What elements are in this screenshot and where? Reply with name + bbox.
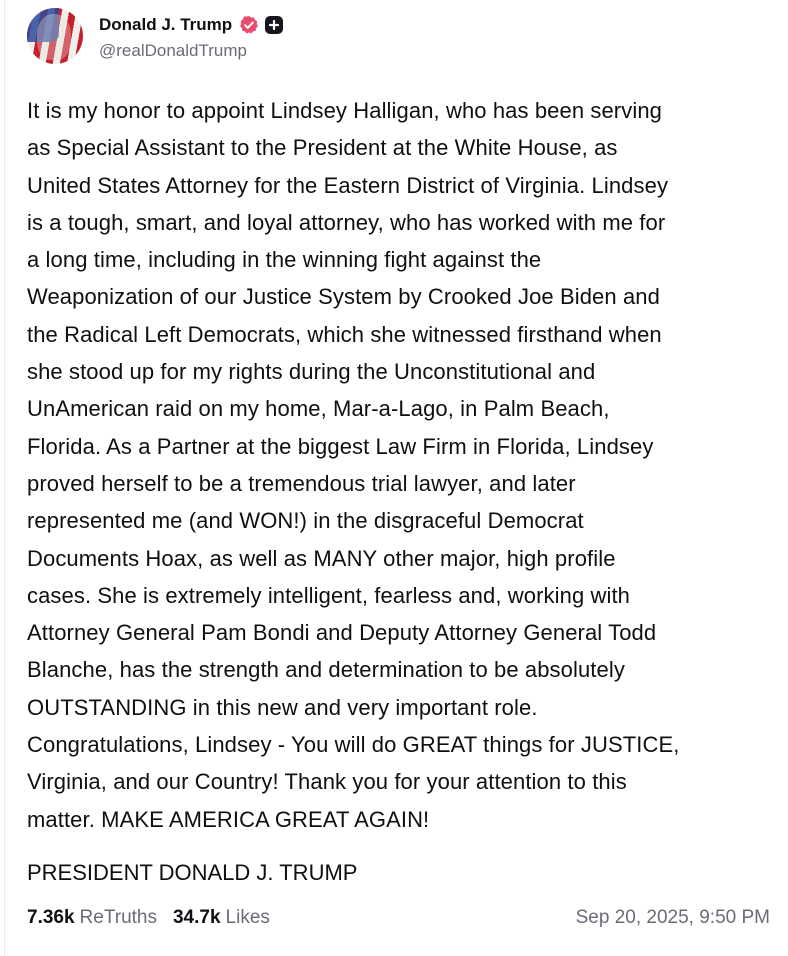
- likes-count[interactable]: 34.7k: [172, 907, 221, 928]
- retruths-label[interactable]: ReTruths: [79, 907, 157, 928]
- display-name[interactable]: Donald J. Trump: [99, 15, 233, 34]
- post-header: [27, 8, 283, 64]
- avatar-face: [37, 14, 71, 60]
- avatar[interactable]: [27, 8, 83, 64]
- post-text-line: represented me (and WON!) in the disgraceful Democrat: [27, 508, 584, 534]
- post-text-line: as Special Assistant to the President at the White House, as: [27, 135, 618, 161]
- post-text-line: OUTSTANDING in this new and very important role.: [27, 694, 538, 720]
- post-text-line: cases. She is extremely intelligent, fearless and, working with: [27, 582, 631, 608]
- post-text-line: she stood up for my rights during the Unconstitutional and: [27, 359, 596, 385]
- verified-badge-icon: [239, 15, 259, 35]
- post-text-line: is a tough, smart, and loyal attorney, who has worked with me for: [27, 209, 666, 235]
- post-text-line: Congratulations, Lindsey - You will do GREAT things for JUSTICE,: [27, 732, 680, 758]
- post-text-line: Virginia, and our Country! Thank you for your attention to this: [27, 769, 627, 795]
- likes-label[interactable]: Likes: [225, 907, 270, 928]
- post-text-line: Weaponization of our Justice System by Crooked Joe Biden and: [27, 284, 660, 310]
- post-text-line: a long time, including in the winning fight against the: [27, 247, 542, 273]
- post-stats: [27, 907, 270, 929]
- post-text-line: United States Attorney for the Eastern District of Virginia. Lindsey: [27, 172, 669, 198]
- post-text-line: Attorney General Pam Bondi and Deputy Attorney General Todd: [27, 620, 657, 646]
- user-handle[interactable]: @realDonaldTrump: [99, 41, 247, 60]
- post-text-line: matter. MAKE AMERICA GREAT AGAIN!: [27, 806, 430, 832]
- post-text-line: It is my honor to appoint Lindsey Halligan, who has been serving: [27, 98, 662, 123]
- name-row: [99, 11, 283, 39]
- post-timestamp[interactable]: Sep 20, 2025, 9:50 PM: [575, 907, 770, 928]
- post-text-line: Florida. As a Partner at the biggest Law Firm in Florida, Lindsey: [27, 433, 654, 459]
- post-text-line: the Radical Left Democrats, which she witnessed firsthand when: [27, 321, 662, 347]
- author-info: [99, 11, 283, 61]
- post-text-line: Blanche, has the strength and determination to be absolutely: [27, 657, 625, 683]
- post-text-line: UnAmerican raid on my home, Mar-a-Lago, in Palm Beach,: [27, 396, 610, 422]
- retruths-count[interactable]: 7.36k: [27, 907, 75, 928]
- post-body: [27, 92, 679, 838]
- left-border: [4, 0, 5, 956]
- post-text-line: Documents Hoax, as well as MANY other major, high profile: [27, 545, 616, 571]
- post-signature: PRESIDENT DONALD J. TRUMP: [27, 860, 358, 885]
- plus-badge-icon: [265, 16, 283, 34]
- post-text-line: proved herself to be a tremendous trial lawyer, and later: [27, 470, 576, 496]
